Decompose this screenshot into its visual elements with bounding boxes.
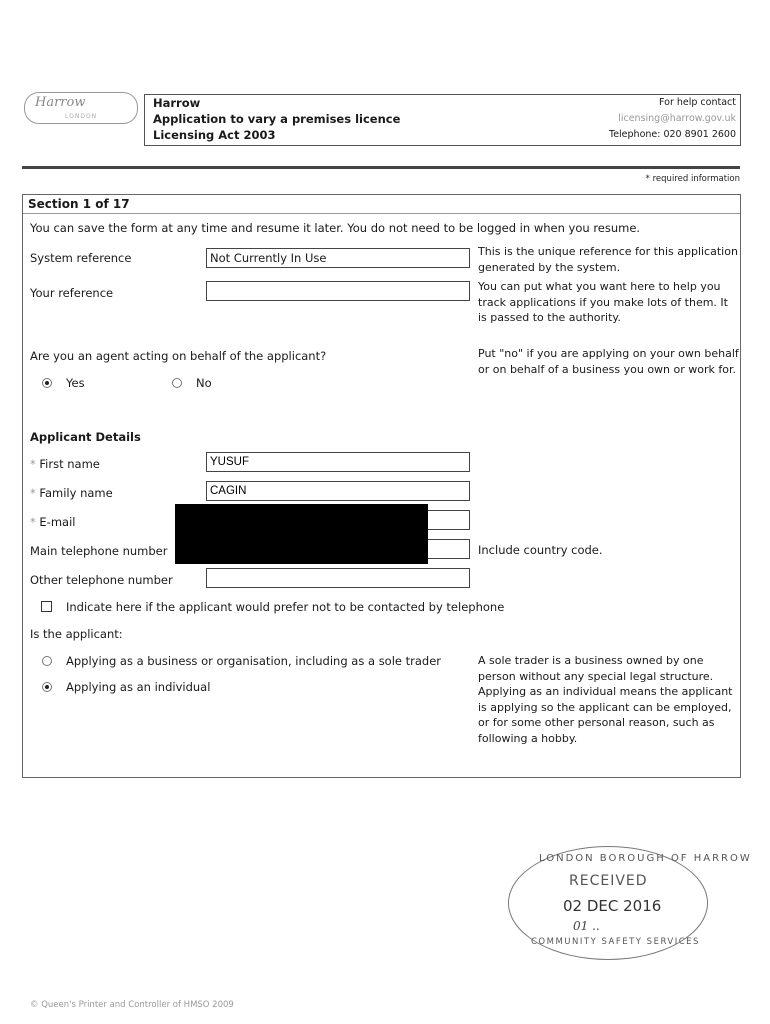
applicant-heading: Applicant Details	[30, 430, 141, 444]
stamp-department: COMMUNITY SAFETY SERVICES	[531, 937, 700, 947]
system-ref-help: This is the unique reference for this application generated by the system.	[478, 245, 738, 274]
stamp-received: RECEIVED	[569, 873, 648, 889]
family-name-input[interactable]	[206, 481, 470, 501]
org-name: Harrow	[153, 96, 201, 110]
act-name: Licensing Act 2003	[153, 128, 276, 142]
agent-no-radio[interactable]	[172, 378, 182, 388]
your-ref-help: You can put what you want here to help you track applications if you make lots of them. It is passed to the authority.	[478, 280, 728, 324]
agent-yes-label: Yes	[66, 376, 85, 390]
stamp-date: 02 DEC 2016	[563, 897, 662, 915]
other-phone-label: Other telephone number	[30, 573, 173, 587]
help-phone: Telephone: 020 8901 2600	[609, 129, 736, 140]
form-header	[144, 94, 741, 146]
copyright-footer: © Queen's Printer and Controller of HMSO 2009	[30, 1000, 234, 1010]
agent-no-label: No	[196, 376, 212, 390]
no-phone-checkbox[interactable]	[41, 601, 52, 612]
council-logo	[24, 92, 138, 124]
agent-yes-radio[interactable]	[42, 378, 52, 388]
main-phone-label: Main telephone number	[30, 544, 168, 558]
your-ref-label: Your reference	[30, 286, 114, 300]
header-divider	[22, 166, 740, 169]
individual-radio[interactable]	[42, 682, 52, 692]
section-header	[23, 195, 740, 214]
main-phone-help: Include country code.	[478, 543, 603, 557]
business-label: Applying as a business or organisation, including as a sole trader	[66, 654, 442, 668]
system-ref-field: Not Currently In Use	[206, 248, 470, 268]
help-email[interactable]: licensing@harrow.gov.uk	[618, 113, 736, 124]
your-ref-input[interactable]	[206, 281, 470, 301]
is-applicant-question: Is the applicant:	[30, 627, 123, 641]
email-label: * E-mail	[30, 515, 76, 529]
other-phone-input[interactable]	[206, 568, 470, 588]
logo-sub: LONDON	[65, 113, 98, 120]
agent-help: Put "no" if you are applying on your own behalf or on behalf of a business you own or work for.	[478, 347, 739, 376]
first-name-label: * First name	[30, 457, 100, 471]
form-title: Application to vary a premises licence	[153, 112, 401, 126]
agent-question: Are you an agent acting on behalf of the applicant?	[30, 349, 327, 363]
stamp-council: LONDON BOROUGH OF HARROW	[539, 853, 752, 864]
logo-text: Harrow	[35, 95, 86, 110]
first-name-input[interactable]	[206, 452, 470, 472]
section-intro: You can save the form at any time and resume it later. You do not need to be logged in when you resume.	[30, 221, 641, 235]
business-radio[interactable]	[42, 656, 52, 666]
section-title: Section 1 of 17	[28, 197, 130, 211]
stamp-signature: 01 ..	[573, 919, 600, 933]
help-label: For help contact	[659, 97, 736, 108]
redaction-block	[175, 504, 428, 564]
system-ref-label: System reference	[30, 251, 132, 265]
family-name-label: * Family name	[30, 486, 113, 500]
received-stamp	[508, 846, 752, 960]
applicant-type-help: A sole trader is a business owned by one person without any special legal structure. Applying as an individual means the applicant is applying so the applicant can be employed, or for some other personal reason, such as following a hobby.	[478, 654, 733, 745]
no-phone-label: Indicate here if the applicant would prefer not to be contacted by telephone	[66, 600, 505, 614]
individual-label: Applying as an individual	[66, 680, 211, 694]
required-note: * required information	[645, 174, 740, 184]
